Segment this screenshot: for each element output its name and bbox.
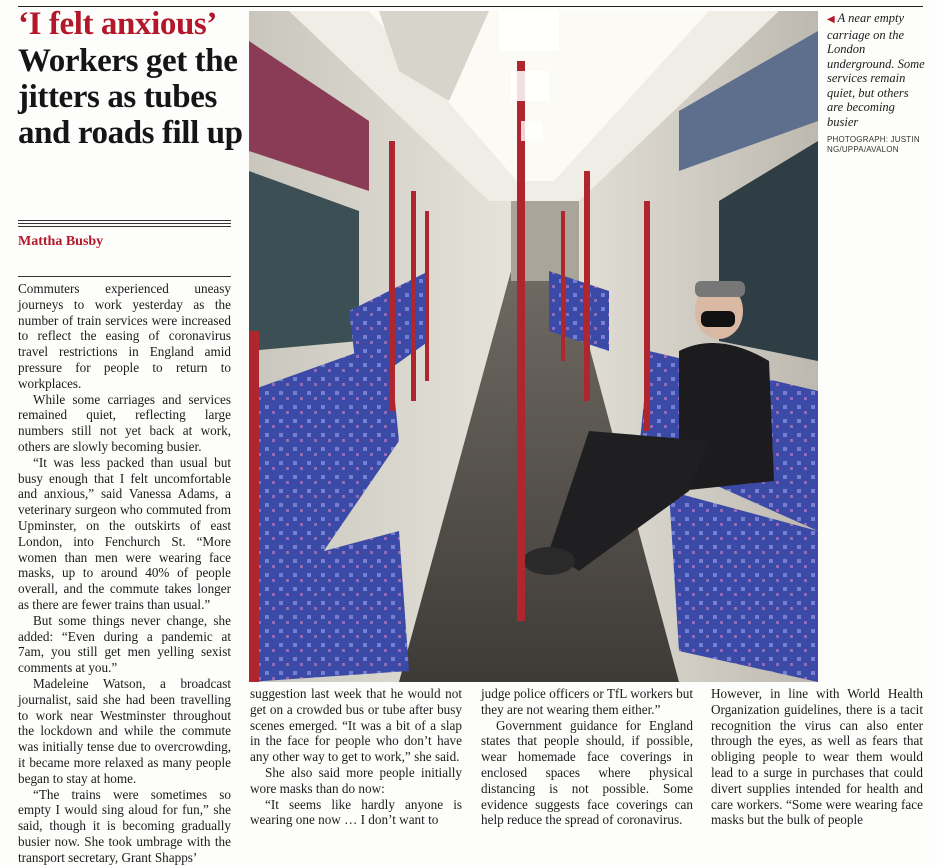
paragraph: “The trains were sometimes so empty I would sing aloud for fun,” she said, though it is becoming gradually busier now. She took umbrage with the transport secretary, Grant Shapps’	[18, 787, 231, 865]
paragraph: Commuters experienced uneasy journeys to work yesterday as the number of train services were increased to reflect the easing of coronavirus travel restrictions in England amid pressure for people to return to workplaces.	[18, 281, 231, 392]
kicker: ‘I felt anxious’	[18, 6, 243, 42]
caption-text: A near empty carriage on the London underground. Some services remain quiet, but others are becoming busier	[827, 11, 925, 129]
byline: Mattha Busby	[18, 234, 103, 250]
photo-caption	[827, 11, 927, 129]
paragraph: Madeleine Watson, a broadcast journalist, said she had been travelling to work near Westminster throughout the lockdown and while the commute was initially tense due to overcrowding, it became more relaxed as many people began to stay at home.	[18, 676, 231, 787]
paragraph: However, in line with World Health Organization guidelines, there is a tacit recognition the virus can also enter through the eyes, as well as fears that obliging people to wear them would lead to a surge in purchases that could divert supplies intended for health and care workers. “Some were wearing face masks but the bulk of people	[711, 686, 923, 828]
paragraph: “It was less packed than usual but busy enough that I felt uncomfortable and anxious,” said Vanessa Adams, a veterinary surgeon who commuted from Upminster, on the outskirts of east London, into Fenchurch St. “More women than men were wearing face masks, up to around 40% of people overall, and the commute takes longer as there are fewer trains than usual.”	[18, 455, 231, 613]
body-column-4	[711, 686, 923, 828]
paragraph: Government guidance for England states that people should, if possible, wear homemade face coverings in enclosed spaces where physical distancing is not possible. Some evidence suggests face coverings can help reduce the spread of coronavirus.	[481, 718, 693, 829]
paragraph: While some carriages and services remained quiet, reflecting large numbers still not yet back at work, others are slowly becoming busier.	[18, 392, 231, 455]
body-column-1	[18, 281, 231, 865]
tube-carriage-photo	[249, 11, 818, 682]
photo-credit: PHOTOGRAPH: JUSTIN NG/UPPA/AVALON	[827, 135, 932, 155]
caption-arrow-icon: ◀	[827, 14, 835, 25]
body-column-2	[250, 686, 462, 828]
byline-divider	[18, 276, 231, 277]
paragraph: suggestion last week that he would not get on a crowded bus or tube after busy scenes emerged. “It was a bit of a slap in the face for people who don’t have any other way to get to work,” she said.	[250, 686, 462, 765]
paragraph: “It seems like hardly anyone is wearing one now … I don’t want to	[250, 797, 462, 829]
paragraph: She also said more people initially wore masks than do now:	[250, 765, 462, 797]
paragraph: judge police officers or TfL workers but they are not wearing them either.”	[481, 686, 693, 718]
paragraph: But some things never change, she added: “Even during a pandemic at 7am, you still get men yelling sexist comments at you.”	[18, 613, 231, 676]
headline: Workers get the jitters as tubes and roads fill up	[18, 43, 248, 151]
body-column-3	[481, 686, 693, 828]
byline-rules	[18, 220, 231, 229]
